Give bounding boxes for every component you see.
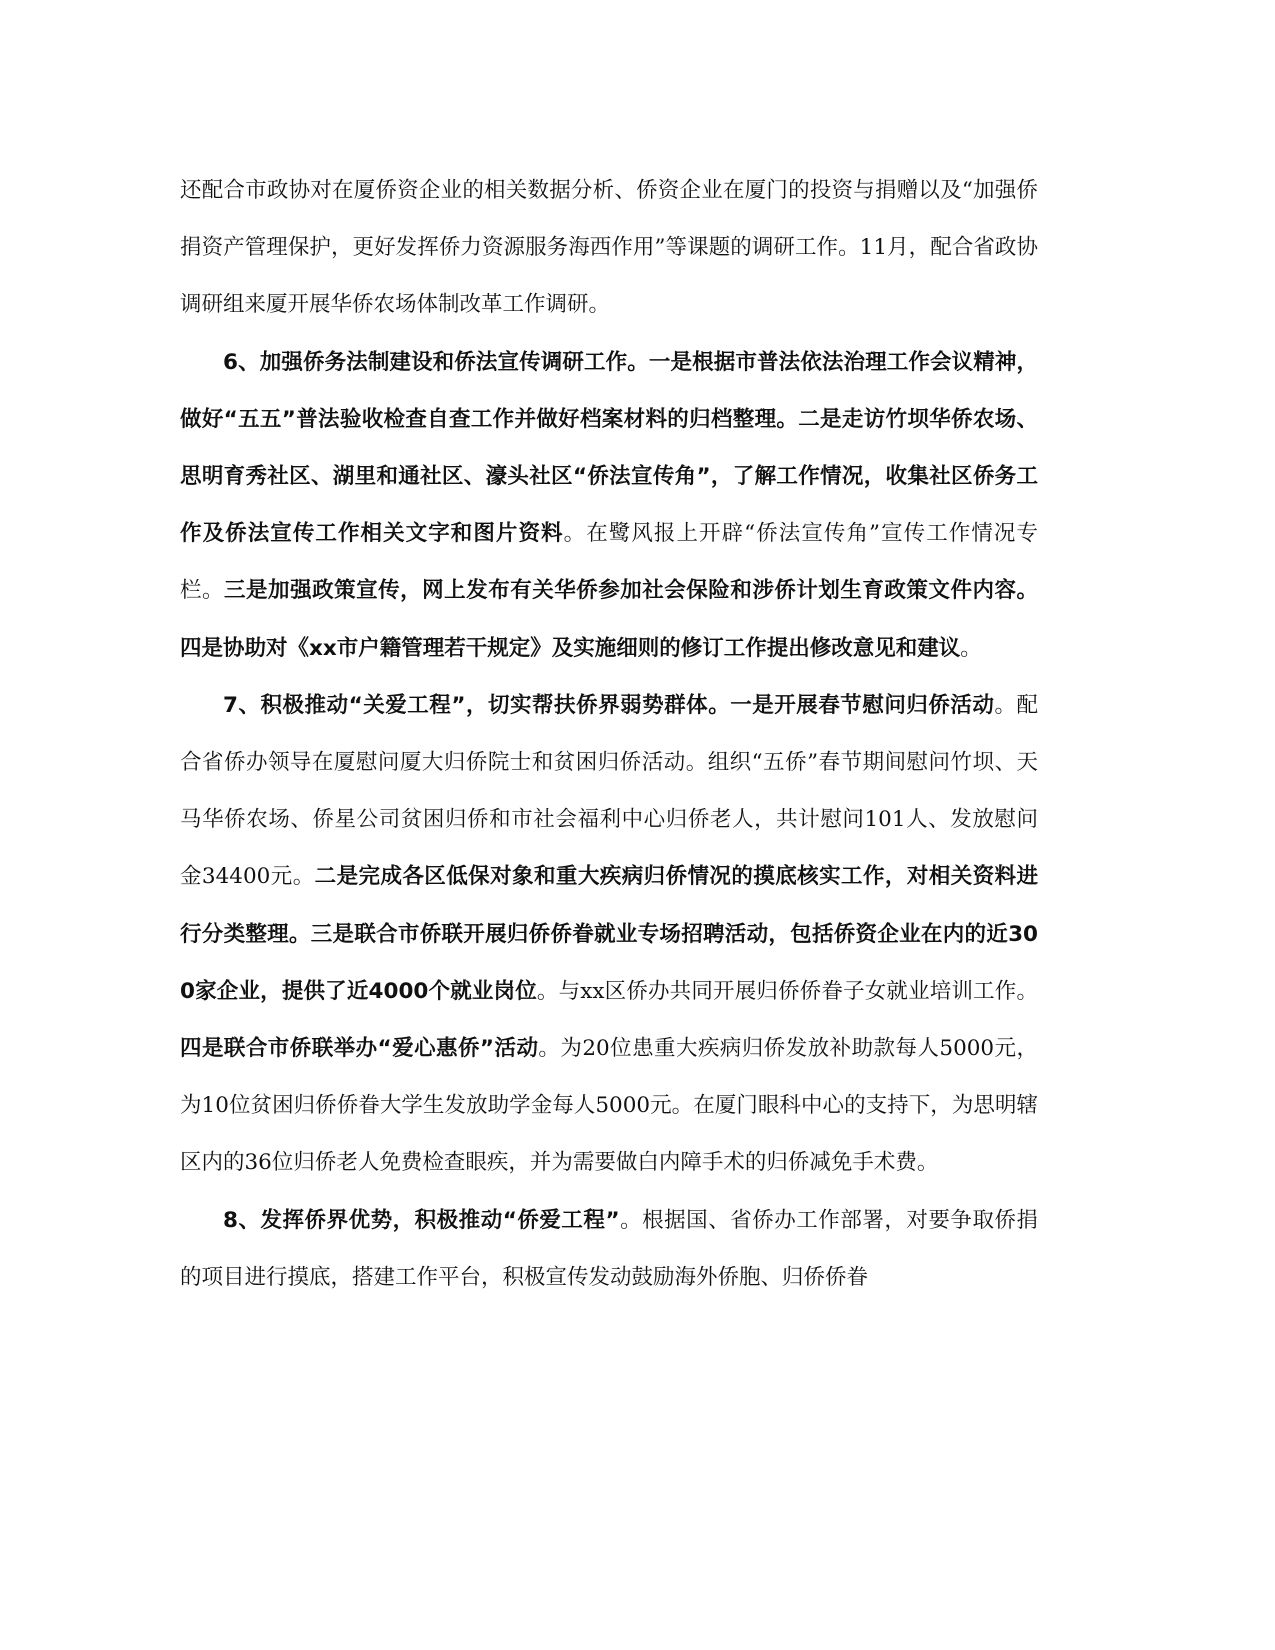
text-run-bold: 二是完成各区低保对象和重大疾病归侨情况的摸底核实工作，对相关资料进行分类整理。三是联合市侨联开展归侨侨眷就业专场招聘活动，包括侨资企业在内的近300家企业，提供了近4000个就业岗位: [180, 864, 1038, 1004]
paragraph-item-7-care-project: [180, 677, 1038, 1192]
text-run-bold: 6、加强侨务法制建设和侨法宣传调研工作。一是根据市普法依法治理工作会议精神，做好“五五”普法验收检查自查工作并做好档案材料的归档整理。二是走访竹坝华侨农场、思明育秀社区、湖里和通社区、濠头社区“侨法宣传角”，了解工作情况，收集社区侨务工作及侨法宣传工作相关文字和图片资料: [180, 349, 1038, 547]
text-run-bold: 四是联合市侨联举办“爱心惠侨”活动: [180, 1036, 539, 1062]
paragraph-continuation: [180, 162, 1038, 334]
text-run: 。配合省侨办领导在厦慰问厦大归侨院士和贫困归侨活动。组织“五侨”春节期间慰问竹坝、天马华侨农场、侨星公司贫困归侨和市社会福利中心归侨老人，共计慰问101人、发放慰问金34400元。: [180, 692, 1038, 890]
document-body: [180, 162, 1038, 1306]
text-run: 还配合市政协对在厦侨资企业的相关数据分析、侨资企业在厦门的投资与捐赠以及“加强侨捐资产管理保护，更好发挥侨力资源服务海西作用”等课题的调研工作。11月，配合省政协调研组来厦开展华侨农场体制改革工作调研。: [180, 178, 1038, 318]
paragraph-item-8-love-project: [180, 1192, 1038, 1306]
text-run-bold: 8、发挥侨界优势，积极推动“侨爱工程”: [223, 1207, 620, 1233]
text-run: 。在鹭风报上开辟“侨法宣传角”宣传工作情况专栏。: [180, 521, 1038, 604]
text-run: 。: [960, 635, 982, 661]
paragraph-item-6-legal-publicity: [180, 334, 1038, 677]
text-run: 。根据国、省侨办工作部署，对要争取侨捐的项目进行摸底，搭建工作平台，积极宣传发动鼓励海外侨胞、归侨侨眷: [180, 1207, 1038, 1290]
text-run: 。与xx区侨办共同开展归侨侨眷子女就业培训工作。: [536, 978, 1038, 1004]
text-run-bold: 三是加强政策宣传，网上发布有关华侨参加社会保险和涉侨计划生育政策文件内容。四是协助对《xx市户籍管理若干规定》及实施细则的修订工作提出修改意见和建议: [180, 578, 1038, 661]
text-run: 。为20位患重大疾病归侨发放补助款每人5000元，为10位贫困归侨侨眷大学生发放助学金每人5000元。在厦门眼科中心的支持下，为思明辖区内的36位归侨老人免费检查眼疾，并为需要做白内障手术的归侨减免手术费。: [180, 1036, 1039, 1176]
text-run-bold: 7、积极推动“关爱工程”，切实帮扶侨界弱势群体。一是开展春节慰问归侨活动: [223, 692, 995, 718]
